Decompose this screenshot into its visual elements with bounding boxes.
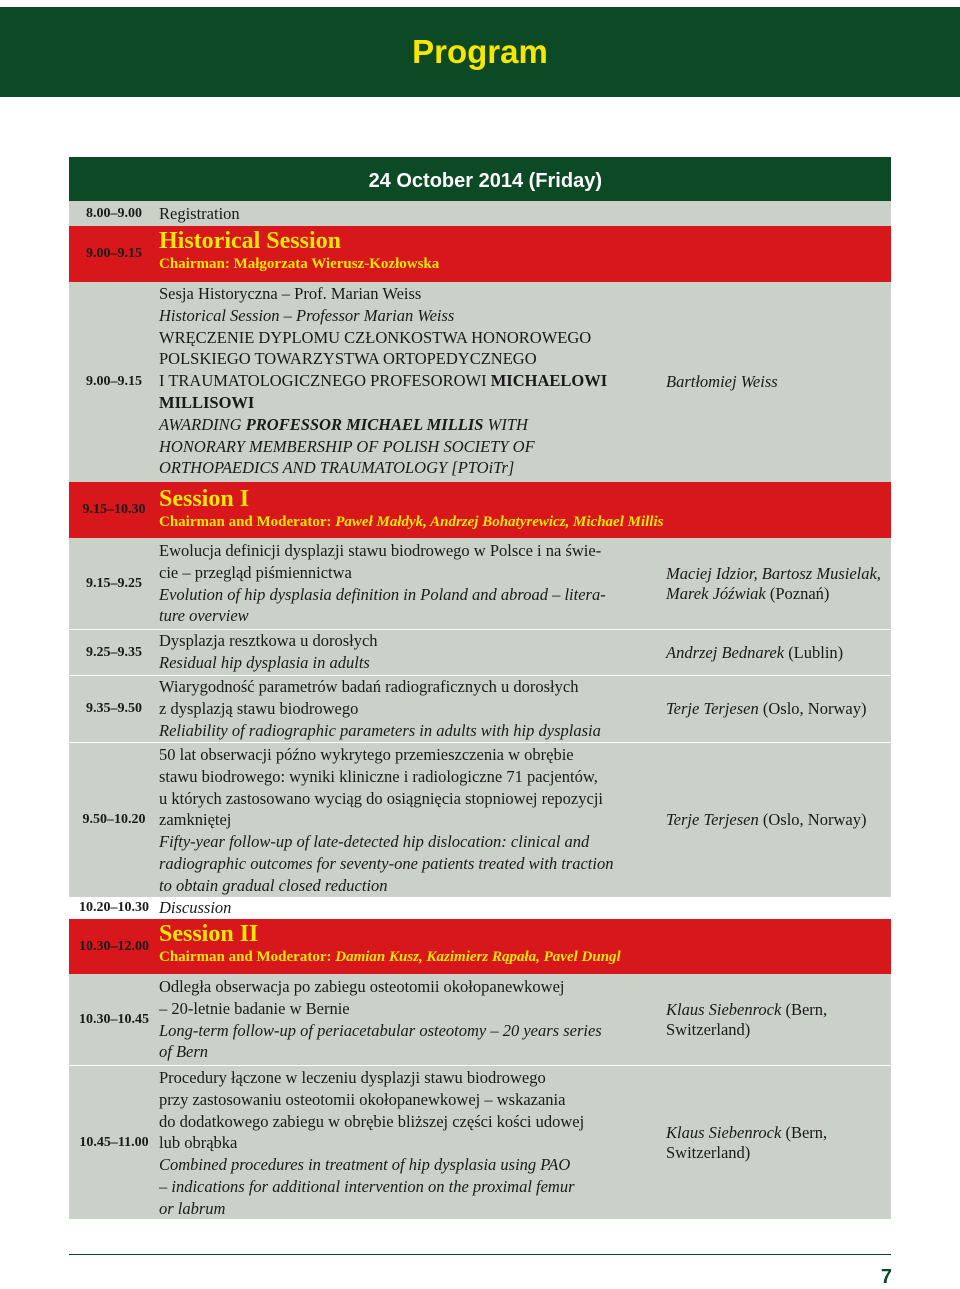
honoree-name: PROFESSOR MICHAEL MILLIS bbox=[245, 414, 484, 434]
session-title: Historical Session bbox=[159, 228, 342, 254]
date-header-row bbox=[69, 157, 891, 201]
talk-content bbox=[157, 743, 663, 897]
session-heading bbox=[157, 226, 891, 282]
discussion-label: Discussion bbox=[159, 898, 232, 917]
talk-content bbox=[157, 630, 663, 675]
program-item bbox=[69, 629, 891, 675]
speaker-name: Marek Jóźwiak bbox=[666, 583, 766, 603]
talk-content bbox=[157, 676, 663, 742]
time-cell: 9.15–9.25 bbox=[86, 575, 142, 591]
speaker-name: Bartłomiej Weiss bbox=[666, 372, 778, 392]
talk-title-pl: stawu biodrowego: wyniki kliniczne i radiologiczne 71 pacjentów, bbox=[159, 766, 598, 786]
program-item bbox=[69, 1065, 891, 1219]
talk-title-pl: przy zastosowaniu osteotomii okołopanewkowej – wskazania bbox=[159, 1089, 566, 1109]
session-title: Session II bbox=[159, 921, 259, 947]
author-cell bbox=[663, 538, 891, 629]
talk-title-pl: Procedury łączone w leczeniu dysplazji stawu biodrowego bbox=[159, 1068, 546, 1087]
author-cell bbox=[663, 897, 891, 919]
speaker-name: Terje Terjesen bbox=[666, 810, 759, 830]
footer-divider bbox=[69, 1254, 891, 1255]
program-item-historical bbox=[69, 282, 891, 482]
talk-title-pl: Odległa obserwacja po zabiegu osteotomii okołopanewkowej bbox=[159, 977, 565, 996]
page-number: 7 bbox=[880, 1266, 892, 1288]
talk-title-en: ture overview bbox=[159, 606, 249, 626]
talk-text: WITH bbox=[487, 414, 528, 434]
session-title: Session I bbox=[159, 486, 250, 512]
time-cell: 10.45–11.00 bbox=[79, 1134, 149, 1150]
speaker-name: Andrzej Bednarek bbox=[666, 642, 785, 662]
speaker-location: (Oslo, Norway) bbox=[762, 810, 867, 830]
talk-title-en: radiographic outcomes for seventy-one patients treated with traction bbox=[159, 853, 614, 873]
speaker-location: (Oslo, Norway) bbox=[762, 699, 867, 719]
talk-line-pl: WRĘCZENIE DYPLOMU CZŁONKOSTWA HONOROWEGO bbox=[159, 327, 592, 347]
talk-line-en bbox=[159, 414, 663, 436]
session-2-header bbox=[69, 919, 891, 974]
time-cell: 10.30–12.00 bbox=[79, 938, 149, 954]
talk-line-pl bbox=[159, 370, 663, 392]
program-table bbox=[69, 157, 891, 1219]
time-cell: 9.00–9.15 bbox=[86, 246, 142, 261]
chair-label: Chairman and Moderator: bbox=[159, 949, 332, 965]
author-cell bbox=[663, 630, 891, 675]
talk-content bbox=[157, 1066, 663, 1219]
chair-names: Damian Kusz, Kazimierz Rąpała, Pavel Dungl bbox=[335, 949, 621, 965]
speaker-location: Switzerland) bbox=[666, 1019, 751, 1039]
speaker-name: Klaus Siebenrock bbox=[666, 1000, 782, 1019]
session-chair: Chairman: Małgorzata Wierusz-Kozłowska bbox=[159, 256, 440, 272]
program-item bbox=[69, 742, 891, 897]
talk-line-en: Historical Session – Professor Marian Weiss bbox=[159, 305, 455, 325]
session-heading bbox=[157, 919, 891, 974]
author-cell bbox=[663, 676, 891, 742]
registration-text: Registration bbox=[159, 203, 240, 223]
talk-title-pl: Dysplazja resztkowa u dorosłych bbox=[159, 631, 378, 650]
speaker-location: (Bern, bbox=[785, 1123, 828, 1142]
honoree-name: MICHAELOWI bbox=[490, 371, 608, 391]
talk-title-en: Reliability of radiographic parameters in adults with hip dysplasia bbox=[159, 720, 601, 740]
honoree-name: MILLISOWI bbox=[159, 392, 255, 412]
talk-title-en: Long-term follow-up of periacetabular osteotomy – 20 years series bbox=[159, 1020, 602, 1040]
talk-title-pl: z dysplazją stawu biodrowego bbox=[159, 698, 359, 718]
speaker-location: Switzerland) bbox=[666, 1142, 751, 1162]
author-cell bbox=[663, 282, 891, 482]
talk-title-pl: u których zastosowano wyciąg do osiągnięcia stopniowej repozycji bbox=[159, 788, 604, 808]
talk-line-en: HONORARY MEMBERSHIP OF POLISH SOCIETY OF bbox=[159, 436, 535, 456]
session-heading bbox=[157, 482, 891, 538]
talk-line-pl: Sesja Historyczna – Prof. Marian Weiss bbox=[159, 284, 422, 303]
time-cell: 8.00–9.00 bbox=[86, 205, 142, 221]
talk-line-en: ORTHOPAEDICS AND TRAUMATOLOGY [PTOiTr] bbox=[159, 458, 515, 478]
date-heading: 24 October 2014 (Friday) bbox=[368, 170, 602, 192]
time-cell: 9.15–10.30 bbox=[82, 502, 146, 517]
time-cell: 9.00–9.15 bbox=[86, 374, 142, 389]
chair-names: Paweł Małdyk, Andrzej Bohatyrewicz, Michael Millis bbox=[335, 514, 664, 530]
speaker-name: Maciej Idzior, Bartosz Musielak, bbox=[666, 564, 881, 583]
chair-label: Chairman and Moderator: bbox=[159, 514, 332, 530]
registration-label bbox=[157, 201, 663, 226]
discussion-row bbox=[69, 897, 891, 919]
talk-title-pl: Ewolucja definicji dysplazji stawu biodrowego w Polsce i na świe- bbox=[159, 541, 602, 560]
talk-title-pl: – 20-letnie badanie w Bernie bbox=[159, 998, 350, 1018]
talk-title-en: of Bern bbox=[159, 1042, 209, 1062]
historical-session-header bbox=[69, 226, 891, 282]
time-cell: 9.35–9.50 bbox=[86, 701, 142, 716]
talk-title-en: Fifty-year follow-up of late-detected hip dislocation: clinical and bbox=[159, 832, 590, 852]
talk-title-en: or labrum bbox=[159, 1198, 226, 1218]
talk-title-pl: Wiarygodność parametrów badań radiograficznych u dorosłych bbox=[159, 677, 579, 696]
session-chair bbox=[159, 947, 891, 967]
talk-text: I TRAUMATOLOGICZNEGO PROFESOROWI bbox=[159, 371, 487, 391]
program-item bbox=[69, 974, 891, 1065]
speaker-location: (Bern, bbox=[785, 1000, 828, 1019]
time-cell: 10.20–10.30 bbox=[79, 900, 149, 915]
speaker-location: (Poznań) bbox=[769, 583, 830, 603]
speaker-name: Klaus Siebenrock bbox=[666, 1123, 782, 1142]
talk-content bbox=[157, 538, 663, 629]
talk-title-en: – indications for additional intervention on the proximal femur bbox=[159, 1176, 575, 1196]
session-1-header bbox=[69, 482, 891, 538]
speaker-name: Terje Terjesen bbox=[666, 699, 759, 719]
talk-title-pl: cie – przegląd piśmiennictwa bbox=[159, 562, 352, 582]
program-item bbox=[69, 538, 891, 629]
session-chair bbox=[159, 512, 891, 532]
registration-row bbox=[69, 201, 891, 226]
talk-title-pl: 50 lat obserwacji późno wykrytego przemieszczenia w obrębie bbox=[159, 745, 574, 764]
talk-content bbox=[157, 282, 663, 482]
talk-title-pl: do dodatkowego zabiegu w obrębie bliższej części kości udowej bbox=[159, 1111, 585, 1131]
talk-title-pl: zamkniętej bbox=[159, 810, 232, 830]
talk-line-pl bbox=[159, 392, 663, 414]
talk-title-en: Combined procedures in treatment of hip dysplasia using PAO bbox=[159, 1155, 571, 1175]
program-item bbox=[69, 675, 891, 742]
talk-title-en: Residual hip dysplasia in adults bbox=[159, 652, 370, 672]
page-title: Program bbox=[412, 33, 548, 70]
author-cell bbox=[663, 1066, 891, 1219]
time-cell: 10.30–10.45 bbox=[79, 1011, 149, 1027]
talk-line-pl: POLSKIEGO TOWARZYSTWA ORTOPEDYCZNEGO bbox=[159, 349, 537, 369]
talk-title-en: to obtain gradual closed reduction bbox=[159, 875, 388, 895]
time-cell: 9.50–10.20 bbox=[82, 812, 146, 827]
header-banner bbox=[0, 7, 960, 97]
talk-content bbox=[157, 974, 663, 1065]
author-cell bbox=[663, 974, 891, 1065]
talk-title-en: Evolution of hip dysplasia definition in Poland and abroad – litera- bbox=[159, 584, 606, 604]
speaker-location: (Lublin) bbox=[788, 642, 844, 662]
talk-title-pl: lub obrąbka bbox=[159, 1133, 238, 1153]
time-cell: 9.25–9.35 bbox=[86, 644, 142, 660]
author-cell bbox=[663, 201, 891, 226]
author-cell bbox=[663, 743, 891, 897]
talk-text: AWARDING bbox=[159, 414, 242, 434]
